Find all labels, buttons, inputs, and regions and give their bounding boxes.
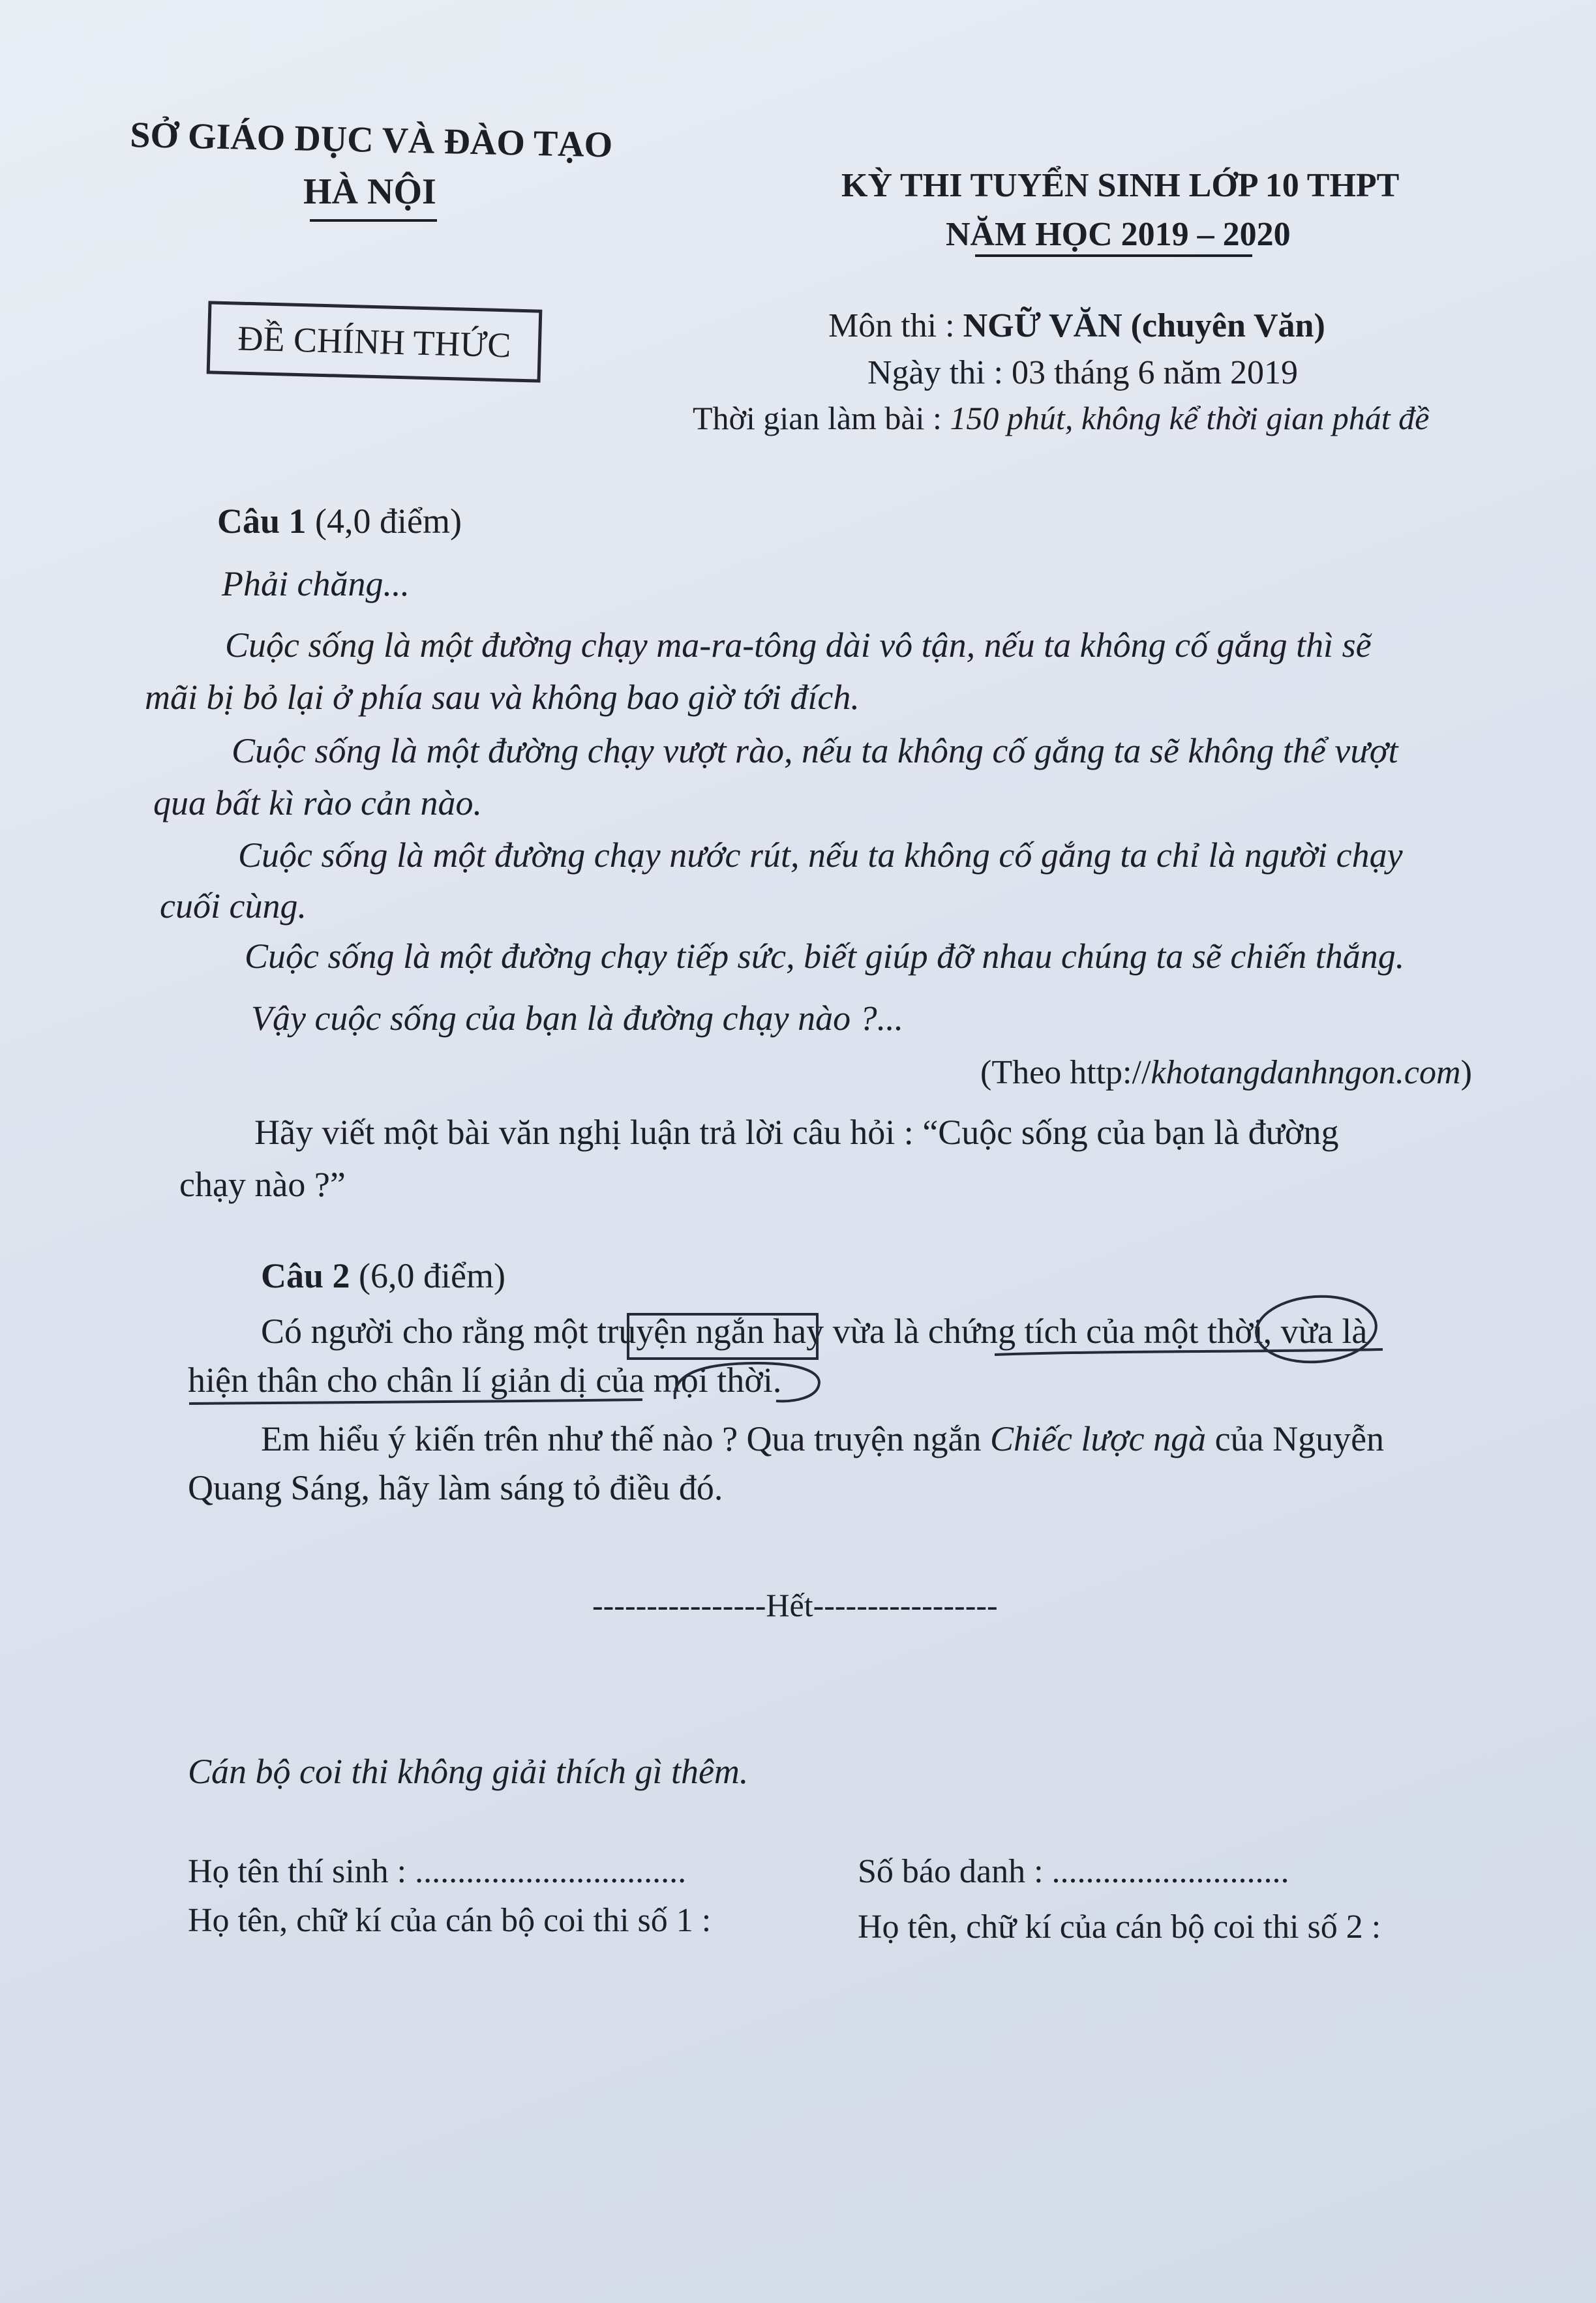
issuing-department: SỞ GIÁO DỤC VÀ ĐÀO TẠO	[129, 114, 613, 166]
circle-mark	[1254, 1293, 1379, 1366]
subject-value: NGỮ VĂN (chuyên Văn)	[963, 307, 1325, 344]
question1-points: (4,0 điểm)	[306, 502, 462, 541]
passage-line: Cuộc sống là một đường chạy tiếp sức, biết giúp đỡ nhau chúng ta sẽ chiến thắng.	[245, 937, 1405, 976]
question1-task: chạy nào ?”	[179, 1165, 346, 1204]
statement-text: hay vừa là	[764, 1312, 928, 1351]
passage-line: Cuộc sống là một đường chạy vượt rào, nếu ta không cố gắng ta sẽ không thể vượt	[232, 731, 1398, 770]
school-year: NĂM HỌC 2019 – 2020	[946, 216, 1291, 253]
question1-title: Câu 1	[217, 502, 307, 541]
question2-points: (6,0 điểm)	[350, 1256, 505, 1295]
official-exam-label: ĐỀ CHÍNH THỨC	[237, 318, 512, 365]
invigilator2-field: Họ tên, chữ kí của cán bộ coi thi số 2 :	[858, 1908, 1381, 1946]
candidate-number-field: Số báo danh : ............................	[858, 1853, 1289, 1890]
source-site: khotangdanhngon.com	[1151, 1054, 1461, 1091]
source-prefix: (Theo http://	[980, 1054, 1151, 1091]
circled-phrase: mọi thời	[653, 1361, 773, 1400]
passage-line: mãi bị bỏ lại ở phía sau và không bao giờ tới đích.	[145, 678, 860, 717]
exam-date: Ngày thi : 03 tháng 6 năm 2019	[867, 354, 1299, 391]
underlined-phrase: hiện thân cho chân lí giản dị	[188, 1361, 587, 1400]
statement-text: của	[586, 1361, 654, 1400]
boxed-phrase: truyện ngắn	[597, 1312, 764, 1351]
invigilator1-field: Họ tên, chữ kí của cán bộ coi thi số 1 :	[188, 1902, 712, 1939]
task-text: Em hiểu ý kiến trên như thế nào ? Qua truyện ngắn	[261, 1419, 990, 1458]
circle-mark	[675, 1363, 819, 1401]
statement-text: , vừa là	[1263, 1312, 1368, 1351]
candidate-name-field: Họ tên thí sinh : ................................	[188, 1853, 687, 1890]
question1-task: Hãy viết một bài văn nghị luận trả lời câu hỏi : “Cuộc sống của bạn là đường	[254, 1113, 1339, 1152]
story-title: Chiếc lược ngà	[989, 1419, 1207, 1458]
passage-line: Vậy cuộc sống của bạn là đường chạy nào ?...	[251, 999, 904, 1038]
source-suffix: )	[1460, 1054, 1472, 1091]
box-mark	[628, 1314, 817, 1359]
exam-title: KỲ THI TUYỂN SINH LỚP 10 THPT	[841, 167, 1400, 204]
statement-text: Có người cho rằng một	[261, 1312, 597, 1351]
issuing-city: HÀ NỘI	[303, 172, 436, 212]
invigilator-note: Cán bộ coi thi không giải thích gì thêm.	[188, 1752, 749, 1791]
poem-title: Phải chăng...	[222, 564, 410, 603]
question2-task: Quang Sáng, hãy làm sáng tỏ điều đó.	[188, 1468, 723, 1507]
statement-text: .	[772, 1361, 782, 1400]
end-mark: ----------------Hết-----------------	[592, 1587, 998, 1623]
passage-line: qua bất kì rào cản nào.	[153, 783, 482, 822]
task-text: của Nguyễn	[1206, 1419, 1385, 1458]
underlined-phrase: chứng tích của một thời	[927, 1312, 1263, 1351]
underline-mark	[189, 1400, 642, 1404]
passage-line: Cuộc sống là một đường chạy nước rút, nếu ta không cố gắng ta chỉ là người chạy	[238, 835, 1403, 875]
passage-line: cuối cùng.	[160, 886, 307, 926]
time-label: Thời gian làm bài :	[693, 400, 950, 436]
question2-title: Câu 2	[261, 1256, 350, 1295]
time-value: 150 phút, không kể thời gian phát đề	[950, 400, 1430, 436]
underline-mark	[995, 1349, 1383, 1355]
passage-line: Cuộc sống là một đường chạy ma-ra-tông dài vô tận, nếu ta không cố gắng thì sẽ	[225, 625, 1372, 665]
subject-label: Môn thi :	[828, 307, 963, 344]
